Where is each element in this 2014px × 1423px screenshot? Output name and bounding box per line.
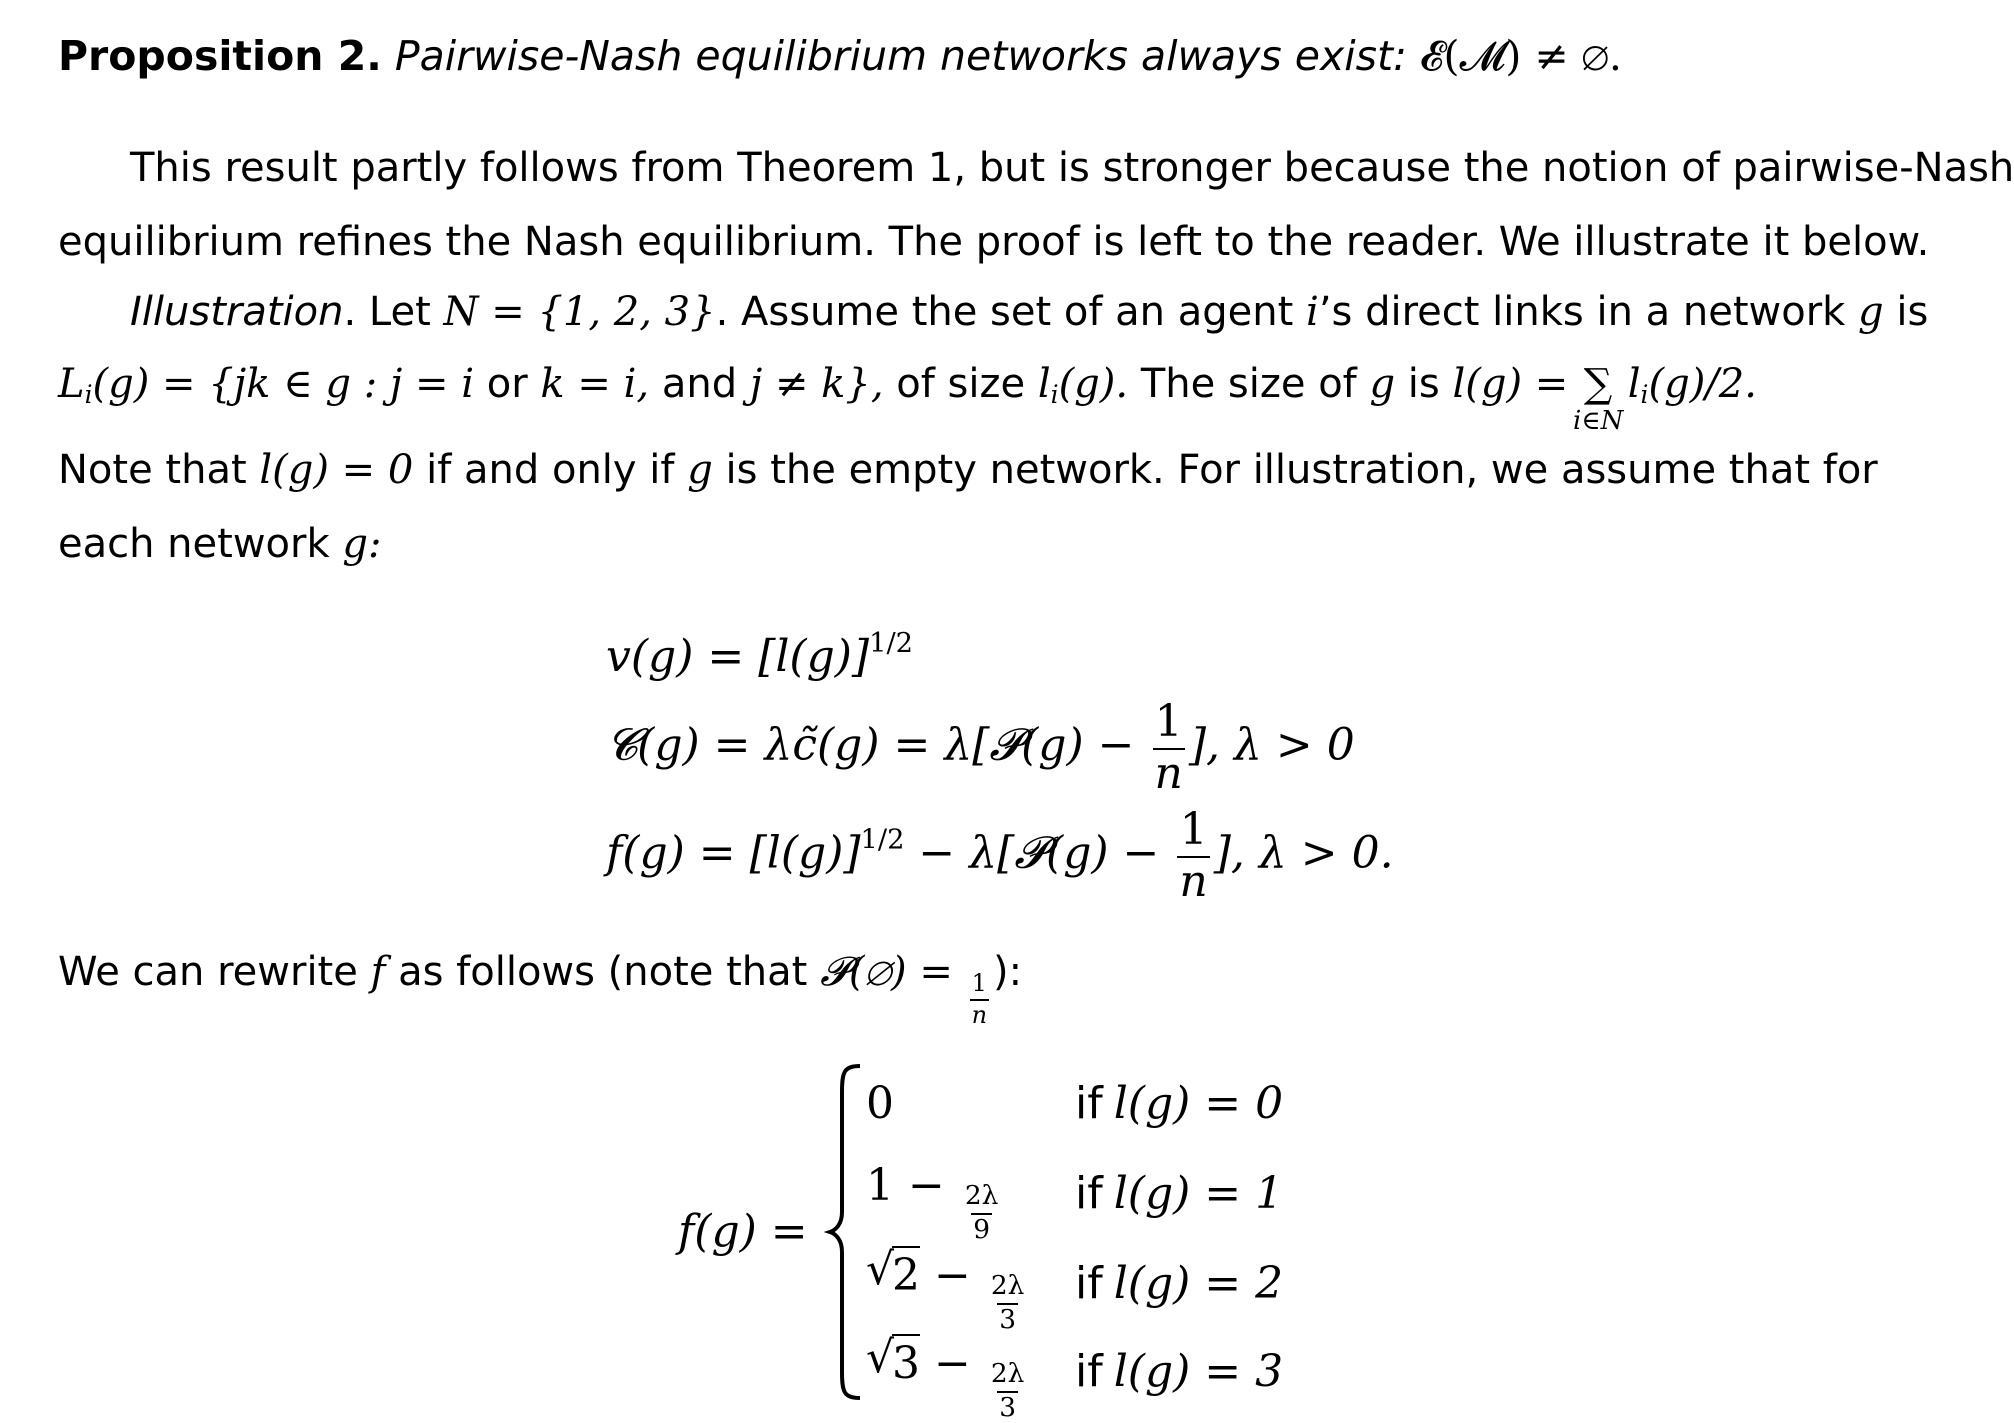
empty-text: is the empty network. For illustration, we assume that for: [725, 447, 1878, 493]
case-row4-minus: −: [934, 1338, 971, 1389]
case-row2-cond-expr: l(g) = 1: [1113, 1168, 1284, 1219]
case-row1-if: if: [1075, 1078, 1103, 1129]
case-row3-num: 2λ: [990, 1270, 1025, 1301]
sum-term: l: [1627, 361, 1641, 407]
links-L-sub: i: [84, 380, 93, 410]
case-row3-sqrt: [866, 1244, 920, 1301]
proposition-line: [58, 32, 1622, 80]
proposition-label: Proposition 2.: [58, 32, 382, 80]
lg-eq: l(g) =: [1452, 361, 1569, 407]
lg-zero: l(g) = 0: [259, 447, 414, 493]
links-def2: k = i,: [540, 361, 650, 407]
equation-c-den: n: [1154, 748, 1183, 799]
case-row2-den: 9: [973, 1214, 991, 1246]
sum-term-sub: i: [1640, 380, 1649, 410]
illustration-text-b: . Assume the set of an agent: [715, 289, 1294, 335]
case-row2-cond: [1075, 1168, 1283, 1219]
rewrite-line: [58, 949, 1023, 1029]
case-row4-cond: [1075, 1346, 1283, 1397]
illustration-g: g: [1858, 289, 1884, 335]
rewrite-frac: [970, 971, 989, 1027]
rewrite-den: n: [971, 1001, 988, 1029]
case-row3-cond-expr: l(g) = 2: [1113, 1258, 1284, 1309]
is-text: is: [1407, 361, 1440, 407]
links-def: (g) = {jk ∈ g : j = i: [92, 361, 475, 407]
case-row4-cond-expr: l(g) = 3: [1113, 1346, 1284, 1397]
and-text: and: [661, 361, 738, 407]
radical-icon: √: [866, 1244, 895, 1295]
equation-c-frac: [1153, 696, 1185, 799]
case-row4-value: [866, 1332, 1030, 1423]
equation-c-lhs: 𝓒(g) = λc̃(g) = λ[𝓟(g) −: [606, 719, 1135, 771]
equation-v: [606, 628, 913, 683]
case-row4-sqrt: [866, 1332, 920, 1389]
case-row1-cond-expr: l(g) = 0: [1113, 1078, 1284, 1129]
equation-f-frac: [1177, 804, 1209, 907]
rewrite-p-empty: 𝓟(∅) =: [820, 949, 953, 995]
equation-f-exp: 1/2: [860, 824, 905, 856]
case-row3-den: 3: [999, 1304, 1017, 1336]
cases-brace: [826, 1062, 866, 1402]
each-network-g: g:: [342, 521, 382, 567]
rewrite-text-b: as follows (note that: [398, 949, 808, 995]
sum-symbol: ∑: [1583, 361, 1613, 407]
cases-lhs: f(g) =: [678, 1206, 808, 1257]
illustration-i: i: [1306, 289, 1319, 335]
case-row1-value: 0: [866, 1078, 894, 1129]
case-row2-value: [866, 1160, 1004, 1244]
equation-c-num: 1: [1154, 696, 1183, 747]
size-g: g: [1369, 361, 1396, 407]
case-row3-root: 2: [892, 1246, 920, 1301]
equation-f-num: 1: [1179, 804, 1208, 855]
case-row2-if: if: [1075, 1168, 1103, 1219]
sum-term2: (g)/2.: [1648, 361, 1757, 407]
paragraph1-line1: This result partly follows from Theorem 1, but is stronger because the notion of pairwise-Nash: [130, 145, 2014, 191]
case-row4-root: 3: [892, 1334, 920, 1389]
case-row4-den: 3: [999, 1392, 1017, 1423]
equation-f: [606, 804, 1394, 907]
empty-g: g: [687, 447, 713, 493]
illustration-text-c: ’s direct links in a network: [1318, 289, 1846, 335]
case-row2-frac: [963, 1180, 1001, 1246]
illustration-text-a: . Let: [343, 289, 431, 335]
radical-icon: √: [866, 1332, 895, 1383]
illustration-line4: [58, 521, 382, 567]
equation-f-mid: − λ[𝓟(g) −: [918, 827, 1160, 879]
case-row4-num: 2λ: [990, 1358, 1025, 1389]
illustration-line1: [130, 289, 1929, 335]
rewrite-text-c: ):: [993, 949, 1023, 995]
proposition-statement: Pairwise-Nash equilibrium networks always exist:: [394, 32, 1407, 80]
each-network-text: each network: [58, 521, 330, 567]
rewrite-f: f: [370, 949, 386, 995]
sizeof-text: The size of: [1140, 361, 1357, 407]
equation-f-den: n: [1179, 856, 1208, 907]
equation-v-lhs: v(g) = [l(g)]: [606, 631, 870, 683]
size-l: l: [1037, 361, 1051, 407]
case-row4-frac: [989, 1358, 1027, 1423]
case-row3-frac: [989, 1270, 1027, 1336]
links-L: L: [58, 361, 85, 407]
illustration-line3: [58, 447, 1878, 493]
case-row2-value-a: 1 −: [866, 1160, 945, 1211]
links-def3: j ≠ k},: [749, 361, 884, 407]
equation-f-rhs: ], λ > 0.: [1213, 827, 1394, 879]
sum-sub: i∈N: [1573, 406, 1624, 436]
case-row3-value: [866, 1244, 1030, 1336]
equation-f-lhs: f(g) = [l(g)]: [606, 827, 861, 879]
case-row3-cond: [1075, 1258, 1283, 1309]
equation-c: [606, 696, 1355, 799]
size-l-sub: i: [1050, 380, 1059, 410]
ofsize-text: of size: [896, 361, 1026, 407]
equation-v-exp: 1/2: [869, 628, 913, 659]
note-text: Note that: [58, 447, 247, 493]
proposition-formula: 𝓔(𝓜) ≠ ∅.: [1419, 32, 1622, 80]
or-text: or: [486, 361, 528, 407]
case-row4-if: if: [1075, 1346, 1103, 1397]
illustration-line2: [58, 361, 1757, 436]
paragraph1-line2: equilibrium refines the Nash equilibrium. The proof is left to the reader. We illustrate it below.: [58, 219, 1930, 265]
case-row3-if: if: [1075, 1258, 1103, 1309]
case-row1-cond: [1075, 1078, 1283, 1129]
illustration-label: Illustration: [130, 289, 344, 335]
sum-block: [1573, 361, 1624, 436]
case-row3-minus: −: [934, 1250, 971, 1301]
equation-c-rhs: ], λ > 0: [1188, 719, 1355, 771]
rewrite-num: 1: [971, 969, 987, 997]
iff-text: if and only if: [426, 447, 675, 493]
illustration-text-d: is: [1896, 289, 1929, 335]
rewrite-text-a: We can rewrite: [58, 949, 358, 995]
illustration-set: N = {1, 2, 3}: [443, 289, 716, 335]
case-row2-num: 2λ: [964, 1180, 999, 1211]
size-lg: (g).: [1058, 361, 1129, 407]
